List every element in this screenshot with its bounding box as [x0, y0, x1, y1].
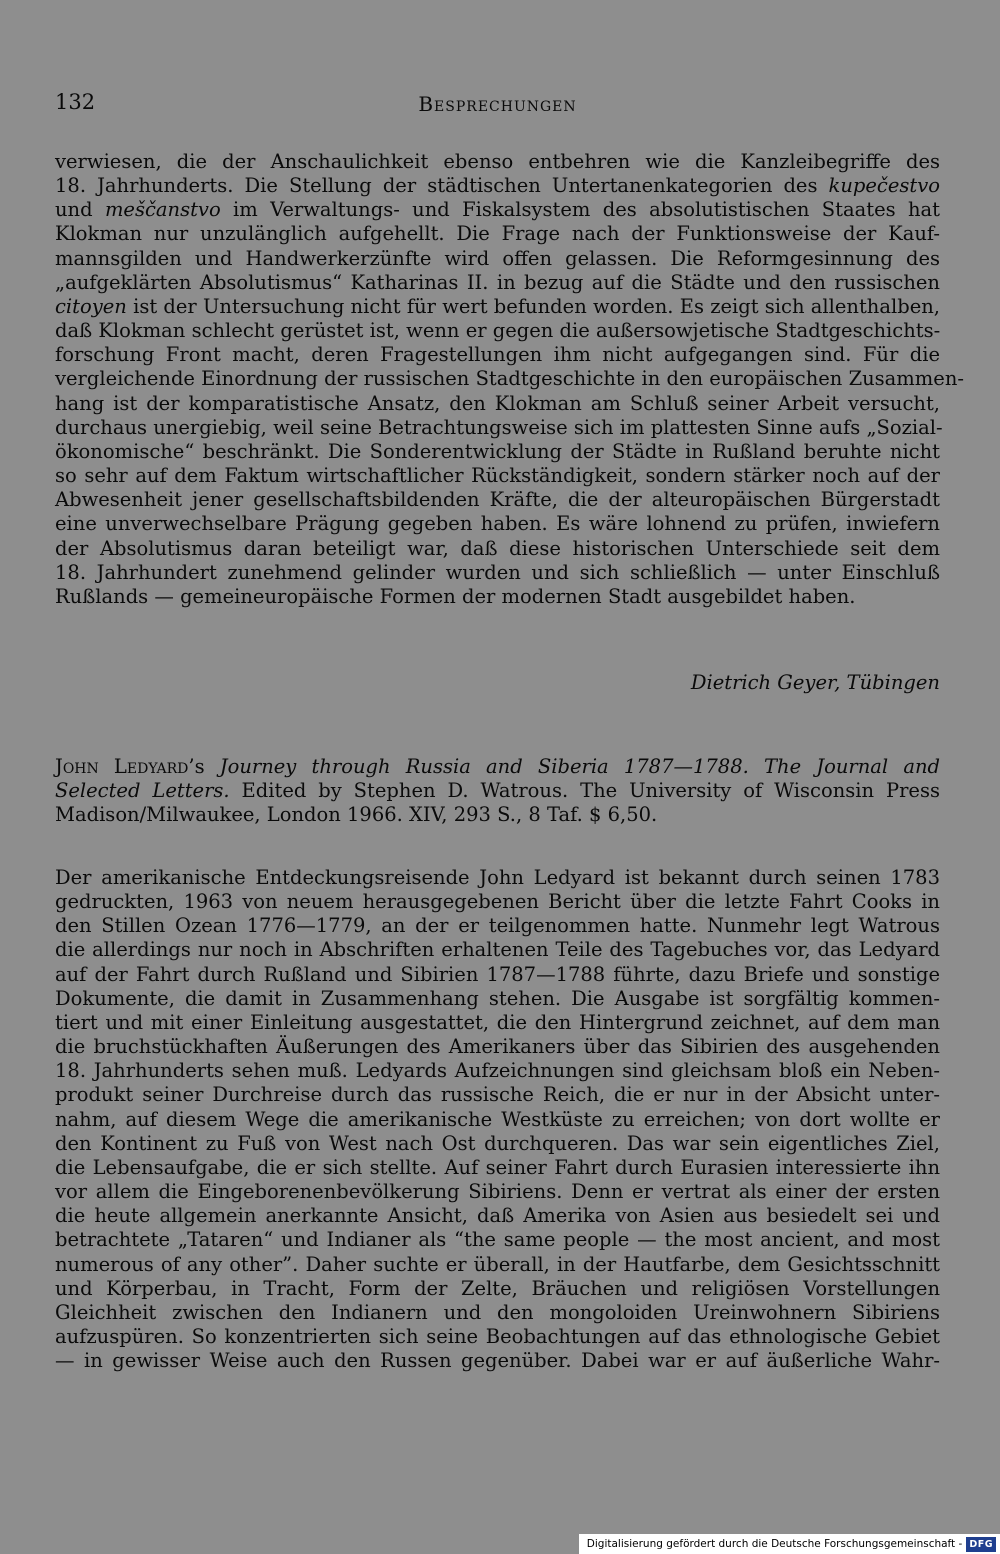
- review-2-text: [55, 866, 940, 1373]
- text-line: nahm, auf diesem Wege die amerikanische Westküste zu erreichen; von dort wollte er: [55, 1107, 940, 1131]
- text-line: die bruchstückhaften Äußerungen des Amerikaners über das Sibirien des ausgehenden: [55, 1035, 940, 1059]
- text-line: Klokman nur unzulänglich aufgehellt. Die Frage nach der Funktionsweise der Kauf-: [55, 222, 940, 246]
- text-line: verwiesen, die der Anschaulichkeit ebenso entbehren wie die Kanzleibegriffe des: [55, 150, 940, 173]
- text-line: die Lebensaufgabe, die er sich stellte. Auf seiner Fahrt durch Eurasien interessierte ihn: [55, 1155, 940, 1179]
- text-line: betrachtete „Tataren“ und Indianer als “the same people — the most ancient, and most: [55, 1228, 940, 1252]
- citation-line: [55, 755, 940, 779]
- text-line: Rußlands — gemeineuropäische Formen der modernen Stadt ausgebildet haben.: [55, 584, 856, 608]
- text-line: die heute allgemein anerkannte Ansicht, daß Amerika von Asien aus besiedelt sei und: [55, 1204, 940, 1228]
- citation-publisher: Edited by Stephen D. Watrous. The University of Wisconsin Press: [229, 779, 940, 803]
- text-line: gedruckten, 1963 von neuem herausgegebenen Bericht über die letzte Fahrt Cooks in: [55, 890, 940, 914]
- text-line: numerous of any other”. Daher suchte er überall, in der Hautfarbe, dem Gesichtsschnitt: [55, 1252, 940, 1276]
- text-line: 18. Jahrhunderts sehen muß. Ledyards Aufzeichnungen sind gleichsam bloß ein Neben-: [55, 1059, 940, 1083]
- text-line: „aufgeklärten Absolutismus“ Katharinas II. in bezug auf die Städte und den russischen: [55, 270, 940, 294]
- italic-term: citoyen: [55, 294, 127, 318]
- text-line: den Kontinent zu Fuß von West nach Ost durchqueren. Das war sein eigentliches Ziel,: [55, 1131, 940, 1155]
- page-header: [55, 90, 940, 120]
- citation-title-cont: Selected Letters.: [55, 779, 230, 803]
- digitization-footer: [579, 1534, 1000, 1554]
- review-1-text: [55, 150, 964, 609]
- text-line: Gleichheit zwischen den Indianern und den mongoloiden Ureinwohnern Sibiriens: [55, 1300, 940, 1324]
- book-citation: [55, 755, 940, 827]
- citation-author: John Ledyard: [55, 755, 189, 778]
- text-line: 18. Jahrhunderts. Die Stellung der städtischen Untertanenkategorien des kupečestvo: [55, 174, 940, 198]
- text-line: auf der Fahrt durch Rußland und Sibirien 1787—1788 führte, dazu Briefe und sonstige: [55, 962, 940, 986]
- text-line: eine unverwechselbare Prägung gegeben haben. Es wäre lohnend zu prüfen, inwiefern: [55, 512, 940, 536]
- italic-term: meščanstvo: [104, 198, 221, 222]
- text-line: — in gewisser Weise auch den Russen gegenüber. Dabei war er auf äußerliche Wahr-: [55, 1349, 940, 1373]
- text-line: und meščanstvo im Verwaltungs- und Fiskalsystem des absolutistischen Staates hat: [55, 198, 940, 222]
- text-line: der Absolutismus daran beteiligt war, daß diese historischen Unterschiede seit dem: [55, 536, 940, 560]
- text-line: Dokumente, die damit in Zusammenhang stehen. Die Ausgabe ist sorgfältig kommen-: [55, 986, 940, 1010]
- dfg-logo: DFG: [966, 1537, 996, 1552]
- text-line: citoyen ist der Untersuchung nicht für wert befunden worden. Es zeigt sich allenthalben,: [55, 294, 940, 318]
- text-line: aufzuspüren. So konzentrierten sich seine Beobachtungen auf das ethnologische Gebiet: [55, 1324, 940, 1348]
- text-line: forschung Front macht, deren Fragestellungen ihm nicht aufgegangen sind. Für die: [55, 343, 940, 367]
- text-line: so sehr auf dem Faktum wirtschaftlicher Rückständigkeit, sondern stärker noch auf der: [55, 464, 940, 488]
- text-line: die allerdings nur noch in Abschriften erhaltenen Teile des Tagebuches vor, das Ledyard: [55, 938, 940, 962]
- citation-author-suffix: ’s: [188, 755, 220, 778]
- text-line: Der amerikanische Entdeckungsreisende John Ledyard ist bekannt durch seinen 1783: [55, 866, 940, 889]
- citation-line: Madison/Milwaukee, London 1966. XIV, 293 S., 8 Taf. $ 6,50.: [55, 803, 658, 827]
- text-line: Abwesenheit jener gesellschaftsbildenden Kräfte, die der alteuropäischen Bürgerstadt: [55, 488, 940, 512]
- citation-line: [55, 779, 940, 803]
- text-line: 18. Jahrhundert zunehmend gelinder wurden und sich schließlich — unter Einschluß: [55, 560, 940, 584]
- footer-credit: Digitalisierung gefördert durch die Deutsche Forschungsgemeinschaft -: [586, 1538, 963, 1550]
- citation-title: Journey through Russia and Siberia 1787—1788. The Journal and: [219, 755, 940, 778]
- page-number: 132: [55, 90, 96, 114]
- text-line: vergleichende Einordnung der russischen Stadtgeschichte in den europäischen Zusammen-: [55, 367, 964, 391]
- text-line: hang ist der komparatistische Ansatz, den Klokman am Schluß seiner Arbeit versucht,: [55, 391, 940, 415]
- text-line: tiert und mit einer Einleitung ausgestattet, die den Hintergrund zeichnet, auf dem man: [55, 1010, 940, 1034]
- text-line: ökonomische“ beschränkt. Die Sonderentwicklung der Städte in Rußland beruhte nicht: [55, 439, 940, 463]
- text-line: und Körperbau, in Tracht, Form der Zelte, Bräuchen und religiösen Vorstellungen: [55, 1276, 940, 1300]
- text-line: produkt seiner Durchreise durch das russische Reich, die er nur in der Absicht unter-: [55, 1083, 940, 1107]
- text-line: vor allem die Eingeborenenbevölkerung Sibiriens. Denn er vertrat als einer der ersten: [55, 1180, 940, 1204]
- text-line: mannsgilden und Handwerkerzünfte wird offen gelassen. Die Reformgesinnung des: [55, 246, 940, 270]
- text-line: daß Klokman schlecht gerüstet ist, wenn er gegen die außersowjetische Stadtgeschichts-: [55, 319, 941, 343]
- italic-term: kupečestvo: [828, 174, 940, 198]
- reviewer-signature: Dietrich Geyer, Tübingen: [690, 671, 940, 694]
- running-head: Besprechungen: [418, 92, 577, 116]
- text-line: durchaus unergiebig, weil seine Betrachtungsweise sich im plattesten Sinne aufs „Sozial-: [55, 415, 943, 439]
- text-line: den Stillen Ozean 1776—1779, an der er teilgenommen hatte. Nunmehr legt Watrous: [55, 914, 940, 938]
